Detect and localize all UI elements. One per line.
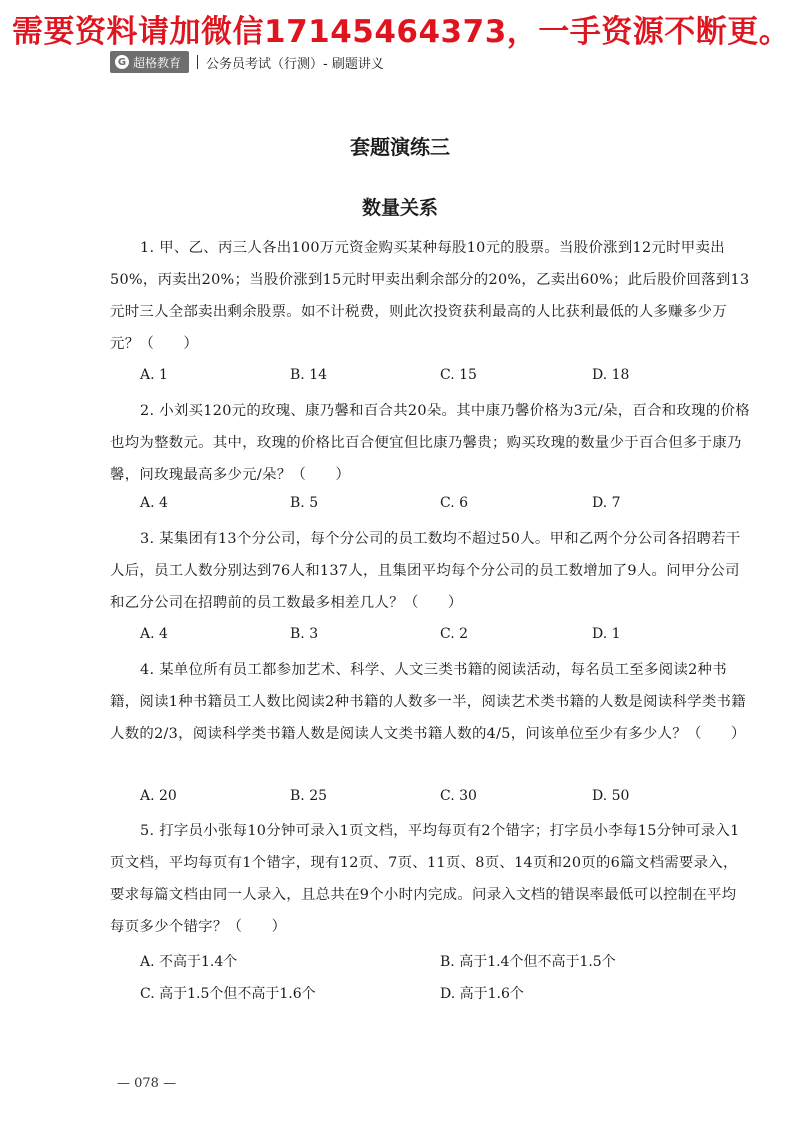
option-c: C. 6 [440, 495, 469, 511]
option-c: C. 高于1.5个但不高于1.6个 [140, 986, 316, 1002]
header-title: 公务员考试（行测）- 刷题讲义 [206, 56, 384, 72]
option-c: C. 15 [440, 367, 477, 383]
page-number: — 078 — [117, 1076, 177, 1091]
header-divider [197, 55, 198, 69]
question-text: 2. 小刘买120元的玫瑰、康乃馨和百合共20朵。其中康乃馨价格为3元/朵，百合和玫瑰的价格也均为整数元。其中，玫瑰的价格比百合便宜但比康乃馨贵；购买玫瑰的数量少于百合但多于康乃馨，问玫瑰最高多少元/朵？（ ） [110, 403, 750, 483]
promo-banner: 需要资料请加微信17145464373，一手资源不断更。 [12, 14, 791, 50]
option-a: A. 4 [140, 626, 168, 642]
page-header [110, 51, 384, 73]
option-d: D. 50 [592, 788, 630, 804]
option-b: B. 3 [290, 626, 319, 642]
question-text: 3. 某集团有13个分公司，每个分公司的员工数均不超过50人。甲和乙两个分公司各招聘若干人后，员工人数分别达到76人和137人，且集团平均每个分公司的员工数增加了9人。问甲分公司和乙分公司在招聘前的员工数最多相差几人？（ ） [110, 531, 741, 611]
options-row [140, 951, 760, 975]
option-b: B. 25 [290, 788, 328, 804]
option-d: D. 1 [592, 626, 621, 642]
question-text: 4. 某单位所有员工都参加艺术、科学、人文三类书籍的阅读活动，每名员工至多阅读2种书籍，阅读1种书籍员工人数比阅读2种书籍的人数多一半，阅读艺术类书籍的人数是阅读科学类书籍人数的2/3，阅读科学类书籍人数是阅读人文类书籍人数的4/5，问该单位至少有多少人？（ ） [110, 662, 746, 742]
set-title: 套题演练三 [350, 135, 450, 159]
option-d: D. 高于1.6个 [440, 986, 524, 1002]
option-b: B. 14 [290, 367, 328, 383]
option-d: D. 18 [592, 367, 630, 383]
options-row [140, 495, 760, 519]
option-b: B. 高于1.4个但不高于1.5个 [440, 954, 616, 970]
option-b: B. 5 [290, 495, 319, 511]
options-row [140, 788, 760, 812]
option-c: C. 2 [440, 626, 469, 642]
options-row [140, 983, 760, 1007]
logo-icon: G [115, 55, 129, 69]
logo-text: 超格教育 [133, 55, 182, 70]
brand-logo [110, 51, 189, 73]
option-a: A. 20 [140, 788, 177, 804]
options-row [140, 626, 760, 650]
option-a: A. 不高于1.4个 [140, 954, 238, 970]
options-row [140, 367, 760, 391]
option-a: A. 1 [140, 367, 168, 383]
question-text: 5. 打字员小张每10分钟可录入1页文档，平均每页有2个错字；打字员小李每15分钟可录入1页文档，平均每页有1个错字，现有12页、7页、11页、8页、14页和20页的6篇文档需要录入，要求每篇文档由同一人录入，且总共在9个小时内完成。问录入文档的错误率最低可以控制在平均每页多少个错字？（ ） [110, 823, 740, 935]
question-text: 1. 甲、乙、丙三人各出100万元资金购买某种每股10元的股票。当股价涨到12元时甲卖出50%，丙卖出20%；当股价涨到15元时甲卖出剩余部分的20%，乙卖出60%；此后股价回落到13元时三人全部卖出剩余股票。如不计税费，则此次投资获利最高的人比获利最低的人多赚多少万元？（ ） [110, 240, 750, 352]
option-c: C. 30 [440, 788, 477, 804]
option-d: D. 7 [592, 495, 621, 511]
section-title: 数量关系 [361, 197, 438, 219]
option-a: A. 4 [140, 495, 168, 511]
